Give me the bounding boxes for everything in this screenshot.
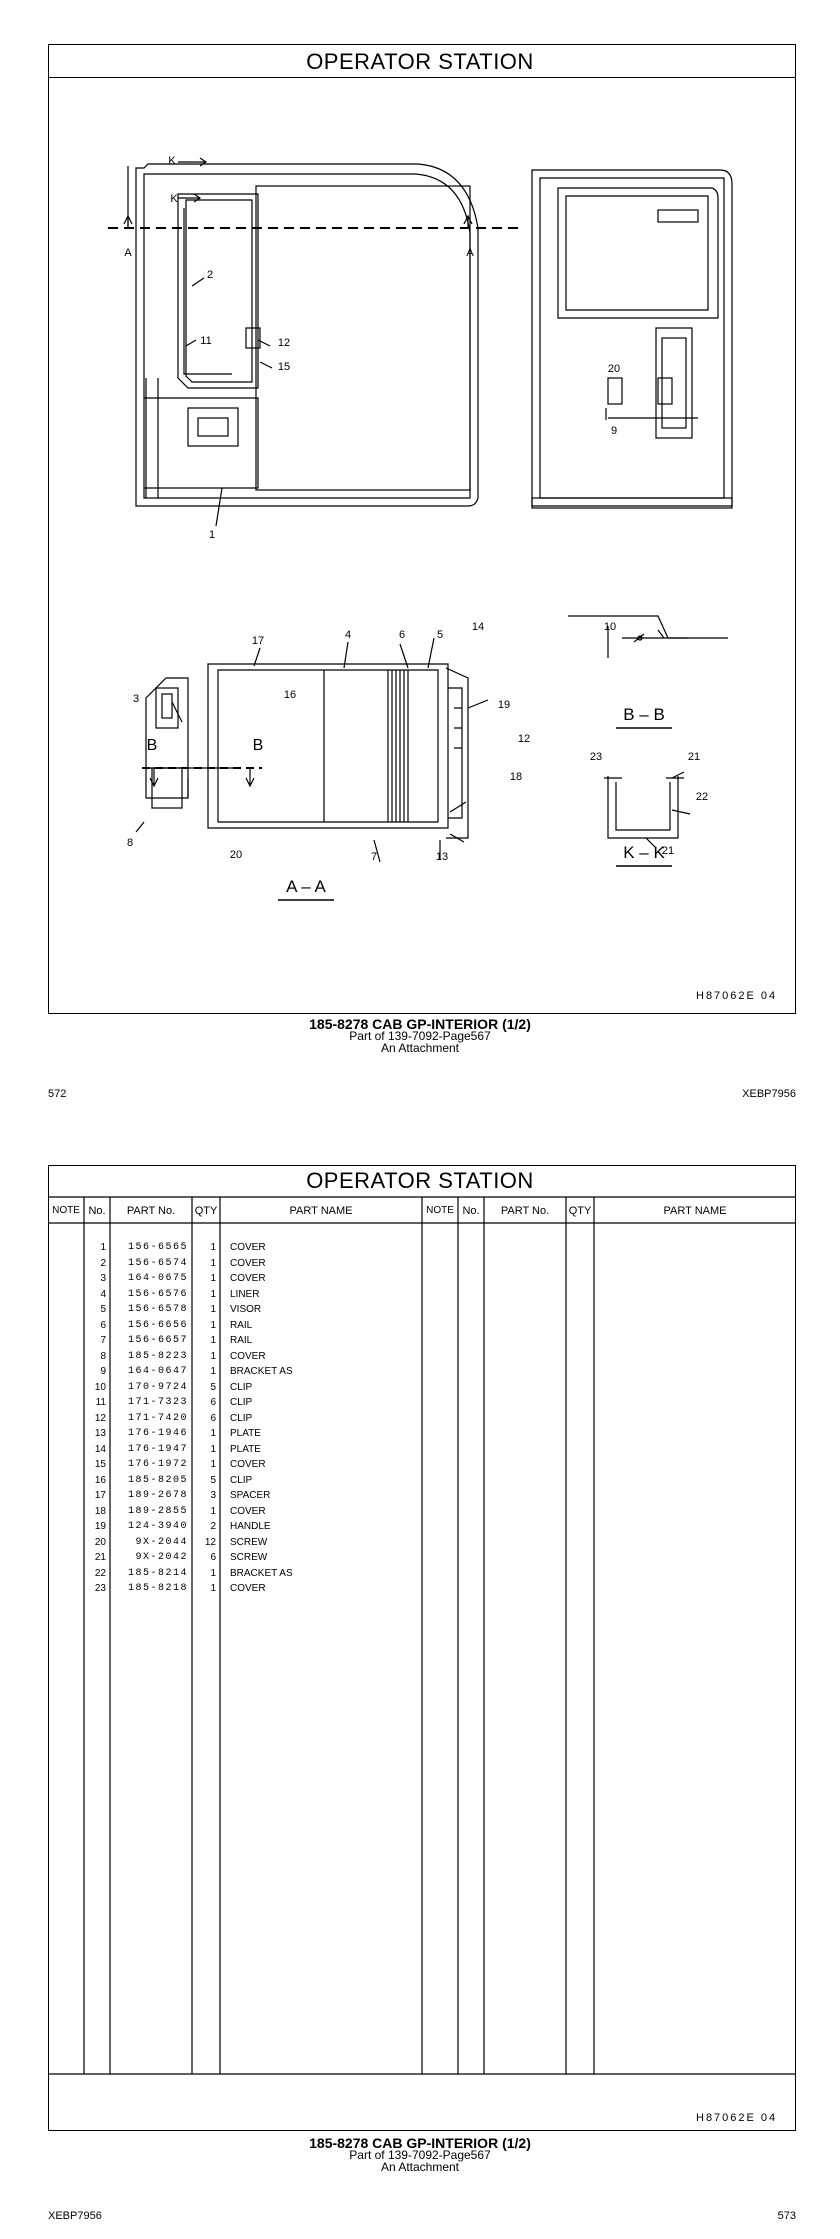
callout-label: A [466,247,474,259]
figure-caption [0,1018,840,1054]
cab-interior-illustration [48,78,796,1014]
part-name: PLATE [230,1443,261,1455]
part-name: BRACKET AS [230,1366,293,1377]
callout-label: 6 [398,629,406,641]
callout-label: 2 [206,269,214,281]
part-qty: 5 [210,1474,216,1486]
part-name: COVER [230,1459,266,1470]
part-ref-no: 8 [100,1350,106,1362]
col-header-qty-2: QTY [568,1205,592,1217]
part-name: CLIP [230,1412,253,1424]
callout-label: 7 [370,851,378,863]
part-number: 176-1946 [127,1428,188,1439]
callout-label: K [168,155,176,167]
part-name: COVER [230,1257,266,1269]
part-name: COVER [230,1505,266,1517]
section-aa-outline [208,664,448,828]
figure-reference: H87062E 04 [696,990,778,1002]
part-name: COVER [230,1583,266,1594]
callout-label: B [252,737,264,754]
part-name: BRACKET AS [230,1567,293,1579]
view-label-aa: A – A [286,877,326,896]
part-ref-no: 4 [100,1288,106,1300]
col-header-qty: QTY [194,1205,218,1217]
callout-label: 21 [661,845,675,857]
callout-label: 5 [436,629,444,641]
part-number: 156-6565 [127,1242,188,1253]
callout-label: 16 [283,689,297,701]
section-bb-outline [568,616,728,638]
callout-label: A [124,247,132,259]
part-name: LINER [230,1288,260,1300]
part-name: PLATE [230,1428,261,1439]
callout-label: 18 [509,771,523,783]
section-kk-outline [608,776,678,838]
callout-label: 12 [517,733,531,745]
part-ref-no: 18 [94,1505,106,1517]
part-number: 189-2678 [127,1490,188,1501]
part-qty: 1 [210,1583,216,1594]
callout-label: 12 [277,337,291,349]
part-number: 176-1947 [127,1443,188,1455]
part-number: 156-6657 [127,1335,188,1346]
callout-label: K [170,193,178,205]
part-ref-no: 2 [100,1257,106,1269]
col-header-part-name-2: PART NAME [663,1205,727,1217]
part-name: COVER [230,1242,266,1253]
parts-caption-title: 185-8278 CAB GP-INTERIOR (1/2) [309,2135,531,2151]
callout-label: 21 [687,751,701,763]
callout-label: 23 [589,751,603,763]
part-name: SCREW [230,1536,268,1548]
part-number: 156-6578 [127,1304,188,1315]
callout-label: 20 [607,363,621,375]
part-ref-no: 11 [95,1397,106,1408]
part-ref-no: 17 [94,1490,106,1501]
part-ref-no: 1 [100,1242,106,1253]
part-number: 171-7323 [127,1397,188,1408]
part-qty: 2 [210,1521,216,1532]
part-qty: 1 [210,1350,216,1362]
part-qty: 3 [210,1490,216,1501]
part-qty: 12 [204,1536,216,1548]
doc-id-left: XEBP7956 [48,2210,102,2222]
callout-label: 10 [603,621,617,633]
view-label-bb: B – B [623,705,665,724]
callout-label: 3 [132,693,140,705]
part-ref-no: 13 [94,1428,106,1439]
cab-rear-outline [532,170,732,506]
caption-attachment: An Attachment [380,1041,460,1055]
part-qty: 1 [210,1304,216,1315]
part-number: 185-8223 [127,1350,188,1362]
part-qty: 1 [210,1242,216,1253]
part-ref-no: 6 [100,1319,106,1331]
part-name: SPACER [230,1490,271,1501]
part-name: VISOR [230,1304,262,1315]
page-number-right: 573 [777,2210,796,2222]
view-label-kk: K – K [623,843,665,862]
cab-side-outline [136,164,478,506]
part-name: COVER [230,1273,266,1284]
part-ref-no: 5 [100,1304,106,1315]
part-qty: 1 [210,1443,216,1455]
part-ref-no: 21 [94,1552,106,1563]
part-name: SCREW [230,1552,268,1563]
part-number: 189-2855 [127,1505,188,1517]
callout-label: 8 [126,837,134,849]
part-ref-no: 14 [94,1443,106,1455]
part-qty: 1 [210,1288,216,1300]
parts-figure-reference: H87062E 04 [696,2112,778,2124]
part-ref-no: 12 [94,1412,106,1424]
part-qty: 1 [210,1257,216,1269]
part-ref-no: 23 [94,1583,106,1594]
part-qty: 1 [210,1428,216,1439]
part-number: 124-3940 [127,1521,188,1532]
part-ref-no: 3 [100,1273,106,1284]
callout-label: 20 [229,849,243,861]
part-qty: 1 [210,1273,216,1284]
part-number: 9X-2042 [135,1552,188,1563]
part-number: 9X-2044 [135,1536,188,1548]
callout-label: 11 [200,335,212,347]
part-name: CLIP [230,1397,253,1408]
callout-label: 17 [251,635,265,647]
caption-title: 185-8278 CAB GP-INTERIOR (1/2) [309,1016,531,1032]
col-header-note: NOTE [52,1205,80,1216]
part-qty: 1 [210,1459,216,1470]
part-number: 176-1972 [127,1459,188,1470]
col-header-no: No. [88,1205,106,1217]
callout-label: 1 [208,529,216,541]
part-name: HANDLE [230,1521,271,1532]
part-number: 170-9724 [127,1381,188,1393]
part-name: RAIL [230,1319,253,1331]
part-ref-no: 10 [94,1381,106,1393]
part-name: CLIP [230,1381,253,1393]
part-ref-no: 7 [100,1335,106,1346]
part-name: CLIP [230,1474,253,1486]
col-header-part-no: PART No. [126,1205,176,1217]
part-ref-no: 9 [100,1366,106,1377]
part-ref-no: 16 [94,1474,106,1486]
part-qty: 6 [210,1397,216,1408]
caption-part-of: Part of 139-7092-Page567 [349,1029,491,1043]
parts-page-title: OPERATOR STATION [306,1168,534,1193]
part-ref-no: 19 [94,1521,106,1532]
part-qty: 1 [210,1335,216,1346]
callout-label: B [146,737,158,754]
part-number: 156-6576 [127,1288,188,1300]
callout-label: 9 [610,425,618,437]
part-qty: 1 [210,1567,216,1579]
part-number: 185-8218 [127,1583,188,1594]
parts-caption [0,2137,840,2173]
doc-id-right: XEBP7956 [742,1088,796,1100]
callout-label: 15 [277,361,291,373]
part-number: 185-8205 [127,1474,188,1486]
part-ref-no: 15 [94,1459,106,1470]
part-number: 164-0647 [127,1366,188,1377]
part-qty: 6 [210,1552,216,1563]
part-number: 156-6656 [127,1319,188,1331]
part-qty: 1 [210,1505,216,1517]
part-number: 156-6574 [127,1257,188,1269]
part-number: 185-8214 [127,1567,188,1579]
part-number: 171-7420 [127,1412,188,1424]
part-name: RAIL [230,1335,253,1346]
callout-label: 14 [471,621,485,633]
callout-label: 4 [344,629,352,641]
col-header-no-2: No. [462,1205,480,1217]
parts-caption-part-of: Part of 139-7092-Page567 [349,2148,491,2162]
page-title: OPERATOR STATION [306,49,534,74]
part-number: 164-0675 [127,1273,188,1284]
parts-caption-attachment: An Attachment [380,2160,460,2174]
callout-label: 19 [497,699,511,711]
col-header-part-name: PART NAME [289,1205,353,1217]
part-name: COVER [230,1350,266,1362]
callout-label: 22 [695,791,709,803]
col-header-part-no-2: PART No. [500,1205,550,1217]
part-ref-no: 20 [94,1536,106,1548]
part-qty: 1 [210,1319,216,1331]
part-ref-no: 22 [94,1567,106,1579]
page-number-left: 572 [48,1088,67,1100]
part-qty: 5 [210,1381,216,1393]
callout-label: 13 [435,851,449,863]
part-qty: 6 [210,1412,216,1424]
part-qty: 1 [210,1366,216,1377]
col-header-note-2: NOTE [426,1205,454,1216]
